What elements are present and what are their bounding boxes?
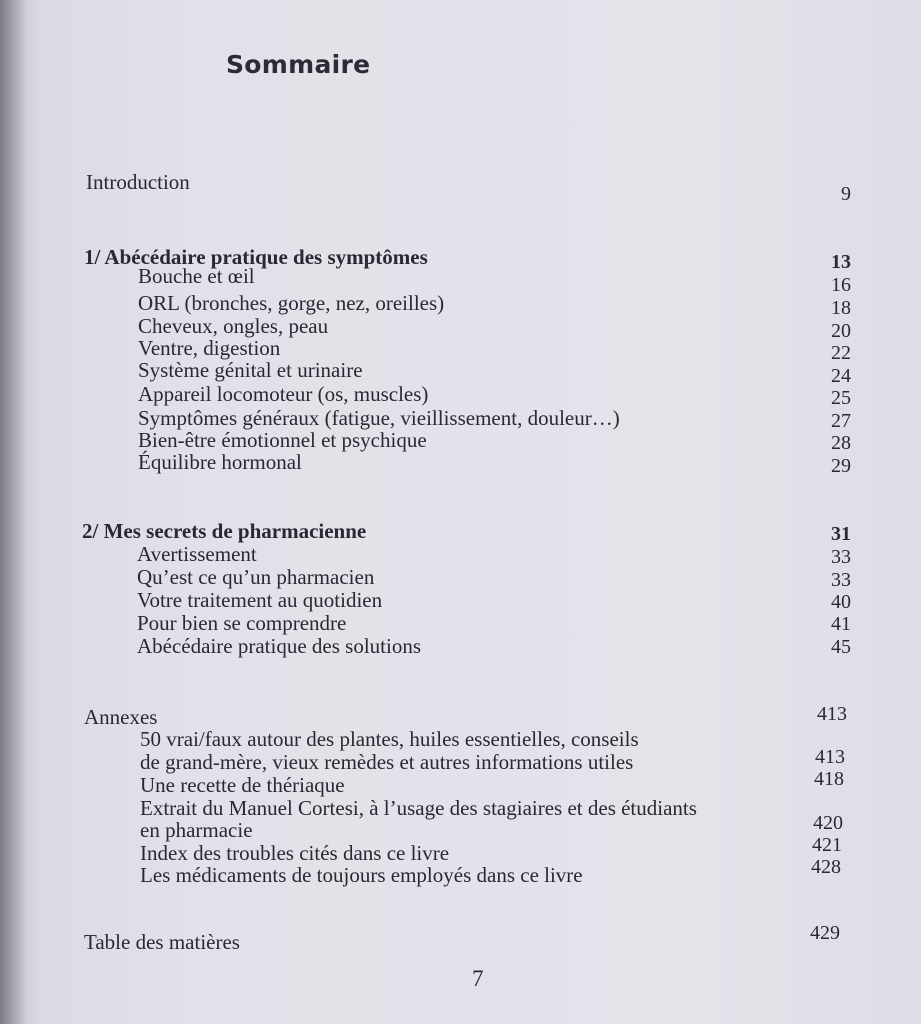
toc-label: Ventre, digestion: [138, 336, 281, 360]
toc-page-table: 429: [810, 922, 840, 944]
toc-label: Les médicaments de toujours employés dans ce livre: [140, 863, 583, 887]
toc-label: Équilibre hormonal: [138, 450, 302, 474]
toc-page: 41: [831, 613, 851, 635]
toc-label: Pour bien se comprendre: [137, 611, 347, 635]
toc-label: Cheveux, ongles, peau: [138, 314, 329, 338]
page-title: Sommaire: [226, 50, 371, 79]
toc-page: 20: [831, 320, 851, 342]
toc-page: 40: [831, 591, 851, 613]
toc-page: 16: [831, 274, 851, 296]
toc-label: Votre traitement au quotidien: [137, 588, 383, 612]
toc-label: ORL (bronches, gorge, nez, oreilles): [138, 291, 445, 315]
toc-page: 25: [831, 387, 851, 409]
toc-page-annexes: 413: [817, 703, 847, 725]
toc-page: 27: [831, 410, 851, 432]
toc-page: 421: [812, 834, 842, 856]
toc-page: 413: [815, 746, 845, 768]
toc-label: Bien-être émotionnel et psychique: [138, 428, 427, 452]
toc-page: 24: [831, 365, 851, 387]
toc-label: Système génital et urinaire: [138, 358, 363, 382]
toc-page: 33: [831, 569, 851, 591]
toc-label: Table des matières: [84, 930, 240, 954]
toc-label: Abécédaire pratique des solutions: [137, 634, 421, 658]
toc-label: Avertissement: [137, 542, 257, 566]
toc-page: 428: [811, 856, 841, 878]
toc-label: Index des troubles cités dans ce livre: [140, 841, 450, 865]
toc-page: 33: [831, 546, 851, 568]
toc-page: 420: [813, 812, 843, 834]
toc-page: 418: [814, 768, 844, 790]
toc-label: Une recette de thériaque: [140, 773, 345, 797]
toc-label: Symptômes généraux (fatigue, vieillissement, douleur…): [138, 406, 620, 430]
toc-label: en pharmacie: [140, 818, 253, 842]
toc-page: 28: [831, 432, 851, 454]
section-title: 2/ Mes secrets de pharmacienne: [82, 519, 367, 543]
toc-page: 29: [831, 455, 851, 477]
toc-label: Appareil locomoteur (os, muscles): [138, 382, 429, 406]
toc-label: Extrait du Manuel Cortesi, à l’usage des stagiaires et des étudiants: [140, 796, 697, 820]
toc-page-section-2: 31: [831, 523, 851, 545]
toc-page: 22: [831, 342, 851, 364]
toc-label: Annexes: [84, 705, 158, 729]
page-number: 7: [472, 966, 484, 991]
toc-label: Introduction: [86, 170, 190, 194]
section-title: 1/ Abécédaire pratique des symptômes: [84, 245, 428, 269]
toc-page-section-1: 13: [831, 251, 851, 273]
toc-label: Qu’est ce qu’un pharmacien: [137, 565, 375, 589]
toc-page: 18: [831, 297, 851, 319]
toc-label: de grand-mère, vieux remèdes et autres informations utiles: [140, 750, 634, 774]
toc-label: 50 vrai/faux autour des plantes, huiles essentielles, conseils: [140, 727, 639, 751]
toc-page: 45: [831, 636, 851, 658]
toc-page-introduction: 9: [841, 183, 851, 205]
book-spine-shadow: [0, 0, 26, 1024]
toc-label: Bouche et œil: [138, 264, 255, 288]
